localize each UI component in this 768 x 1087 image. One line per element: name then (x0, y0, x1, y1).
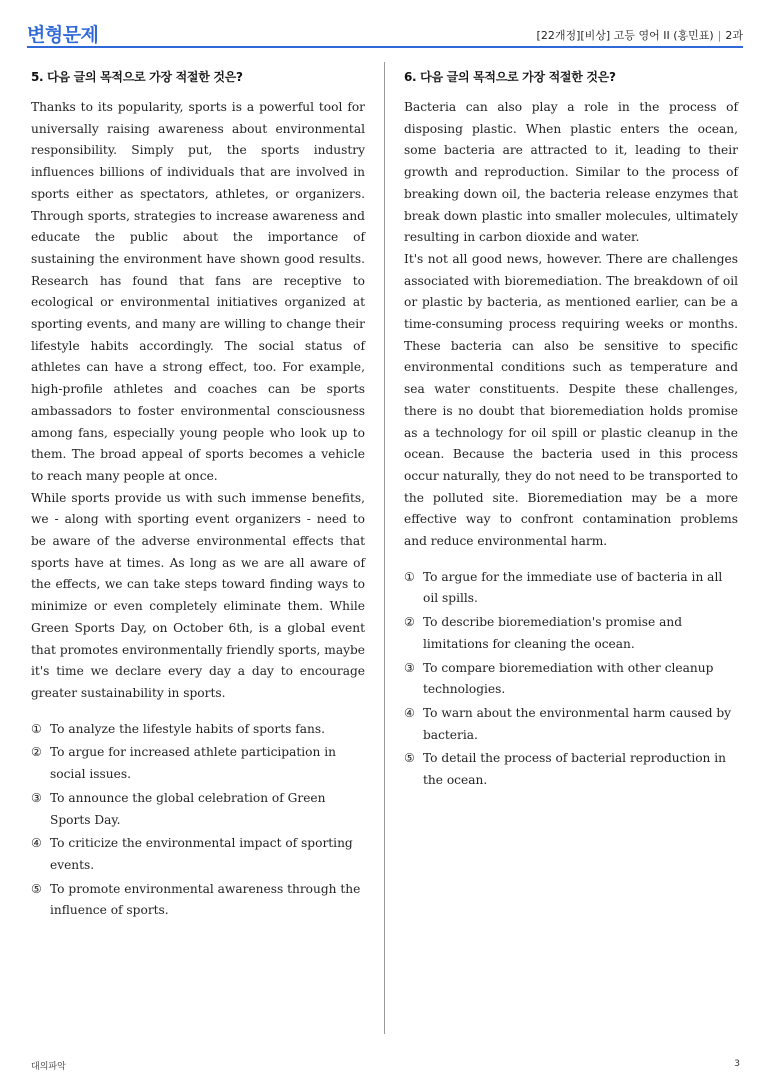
option-text: To warn about the environmental harm caused by bacteria. (423, 705, 732, 742)
option-text: To announce the global celebration of Green Sports Day. (50, 790, 326, 827)
answer-option[interactable] (404, 658, 738, 701)
answer-option[interactable] (31, 742, 365, 785)
question-6-options (404, 567, 738, 792)
question-6 (404, 68, 738, 794)
question-5-passage (31, 97, 365, 705)
option-text: To promote environmental awareness through the influence of sports. (50, 881, 361, 918)
passage-paragraph: Bacteria can also play a role in the process of disposing plastic. When plastic enters the ocean, some bacteria are attracted to it, leading to their growth and reproduction. Similar to the process of breaking down oil, the bacteria release enzymes that break down plastic into smaller molecules, ultimately resulting in carbon dioxide and water. (404, 100, 738, 245)
page-title: 변형문제 (27, 24, 99, 46)
option-number: ② (404, 615, 415, 630)
footer-publisher: 대의파악 (31, 1062, 66, 1072)
option-number: ① (404, 569, 415, 584)
course-info (537, 27, 743, 43)
option-number: ⑤ (31, 881, 42, 896)
header-rule (27, 46, 743, 48)
option-number: ④ (31, 836, 42, 851)
answer-option[interactable] (31, 833, 365, 876)
option-number: ③ (404, 660, 415, 675)
option-text: To analyze the lifestyle habits of sports fans. (50, 721, 326, 736)
option-number: ④ (404, 705, 415, 720)
option-text: To compare bioremediation with other cleanup technologies. (423, 660, 714, 697)
answer-option[interactable] (404, 612, 738, 655)
option-number: ⑤ (404, 751, 415, 766)
option-text: To describe bioremediation's promise and limitations for cleaning the ocean. (423, 615, 683, 651)
option-number: ③ (31, 790, 42, 805)
answer-option[interactable] (31, 788, 365, 831)
option-number: ② (31, 745, 42, 760)
passage-paragraph: Thanks to its popularity, sports is a powerful tool for universally raising awareness about environmental responsibility. Simply put, the sports industry influences billions of individuals that are involved in sports either as spectators, athletes, or organizers. Through sports, strategies to increase awareness and educate the public about the importance of sustaining the environment have shown good results. Research has found that fans are receptive to ecological or environmental initiatives organized at sporting events, and many are willing to change their lifestyle habits accordingly. The social status of athletes can have a strong effect, too. For example, high-profile athletes and coaches can be sports ambassadors to foster environmental consciousness among fans, especially young people who look up to them. The broad appeal of sports becomes a vehicle to reach many people at once. (31, 100, 365, 483)
lesson-label: 2과 (725, 29, 743, 42)
header-separator: | (717, 29, 722, 42)
answer-option[interactable] (404, 703, 738, 746)
passage-paragraph: It's not all good news, however. There are challenges associated with bioremediation. The breakdown of oil or plastic by bacteria, as mentioned earlier, can be a time-consuming process requiring weeks or months. These bacteria can also be sensitive to specific environmental conditions such as temperature and sea water constituents. Despite these challenges, there is no doubt that bioremediation holds promise as a technology for oil spill or plastic cleanup in the ocean. Because the bacteria used in this process occur naturally, they do not need to be transported to the polluted site. Bioremediation may be a more effective way to confront contamination problems and reduce environmental harm. (404, 251, 738, 549)
option-text: To detail the process of bacterial reproduction in the ocean. (423, 751, 727, 788)
question-5 (31, 68, 365, 924)
question-5-title: 5. 다음 글의 목적으로 가장 적절한 것은? (31, 70, 243, 84)
option-text: To argue for increased athlete participation in social issues. (50, 745, 336, 782)
answer-option[interactable] (31, 719, 365, 741)
answer-option[interactable] (404, 567, 738, 610)
question-5-options (31, 719, 365, 922)
answer-option[interactable] (404, 748, 738, 791)
passage-paragraph: While sports provide us with such immense benefits, we - along with sporting event organizers - need to be aware of the adverse environmental effects that sports have at times. As long as we are all aware of the effects, we can take steps toward finding ways to minimize or even completely eliminate them. While Green Sports Day, on October 6th, is a global event that promotes environmentally friendly sports, maybe it's time we declare every day a day to encourage greater sustainability in sports. (31, 490, 365, 700)
page-number: 3 (734, 1059, 740, 1069)
page-header (27, 18, 743, 48)
answer-option[interactable] (31, 879, 365, 922)
option-text: To argue for the immediate use of bacteria in all oil spills. (423, 569, 723, 606)
course-name: [22개정][비상] 고등 영어 II (홍민표) (536, 29, 714, 42)
question-6-title: 6. 다음 글의 목적으로 가장 적절한 것은? (404, 70, 616, 84)
option-number: ① (31, 721, 42, 736)
option-text: To criticize the environmental impact of sporting events. (50, 836, 353, 872)
column-divider (384, 62, 385, 1034)
question-6-passage (404, 97, 738, 553)
